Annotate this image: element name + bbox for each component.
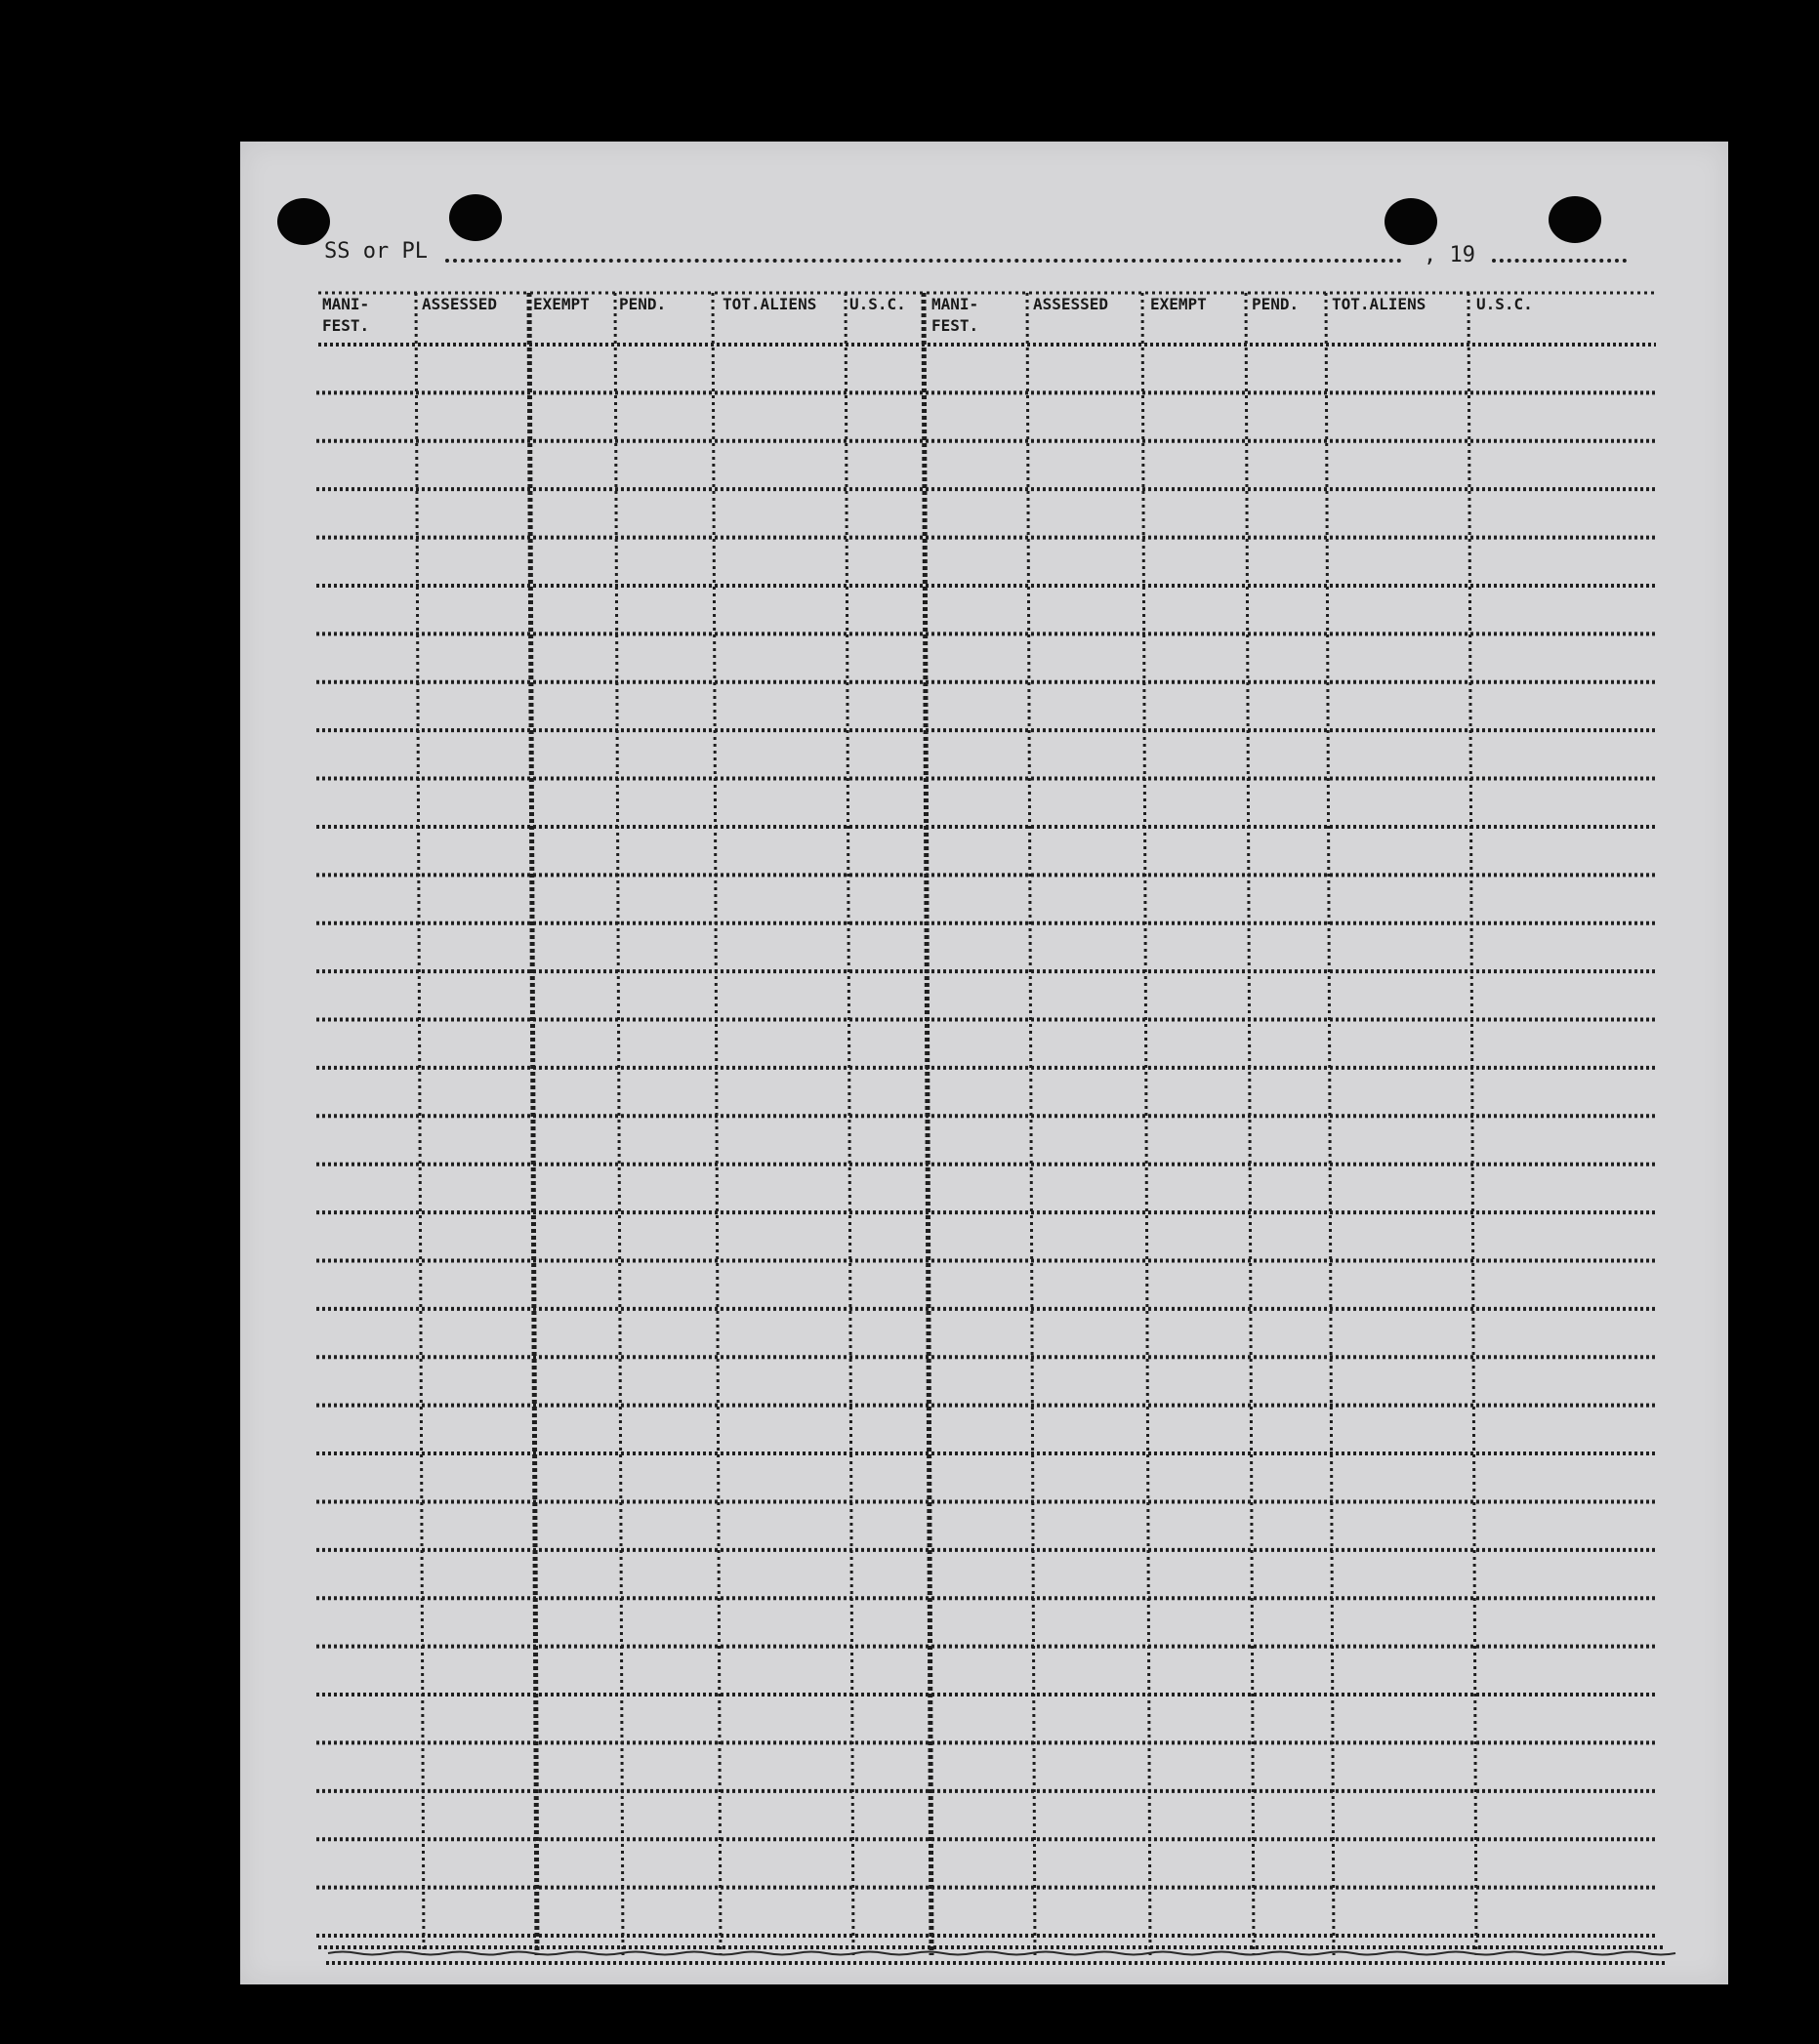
column-header-11: TOT.ALIENS [1332, 295, 1426, 313]
column-header-5: TOT.ALIENS [723, 295, 817, 313]
column-header-12: U.S.C. [1476, 295, 1533, 313]
column-header-9: EXEMPT [1150, 295, 1207, 313]
column-header-8: ASSESSED [1033, 295, 1109, 313]
column-rule-7 [1027, 293, 1035, 1955]
column-rule-1 [416, 293, 424, 1955]
column-header-7: MANI- FEST. [931, 295, 979, 335]
form-sheet [240, 142, 1728, 1984]
column-header-10: PEND. [1252, 295, 1300, 313]
column-rule-10 [1326, 293, 1334, 1955]
year-label: , 19 [1424, 243, 1475, 267]
ruled-table-grid [240, 142, 1728, 1984]
column-header-2: ASSESSED [422, 295, 498, 313]
column-rule-9 [1246, 293, 1254, 1955]
column-rule-4 [713, 293, 721, 1955]
column-rule-5 [846, 293, 853, 1955]
vessel-label: SS or PL [324, 239, 428, 264]
column-header-1: MANI- FEST. [322, 295, 370, 335]
column-rule-11 [1468, 293, 1476, 1955]
column-rule-3 [615, 293, 623, 1955]
column-header-4: PEND. [619, 295, 667, 313]
footer-wavy-line [328, 1952, 1675, 1955]
column-rule-6 [924, 293, 931, 1955]
column-rule-8 [1142, 293, 1150, 1955]
column-header-3: EXEMPT [533, 295, 590, 313]
column-rule-2 [529, 293, 537, 1955]
column-header-6: U.S.C. [849, 295, 906, 313]
